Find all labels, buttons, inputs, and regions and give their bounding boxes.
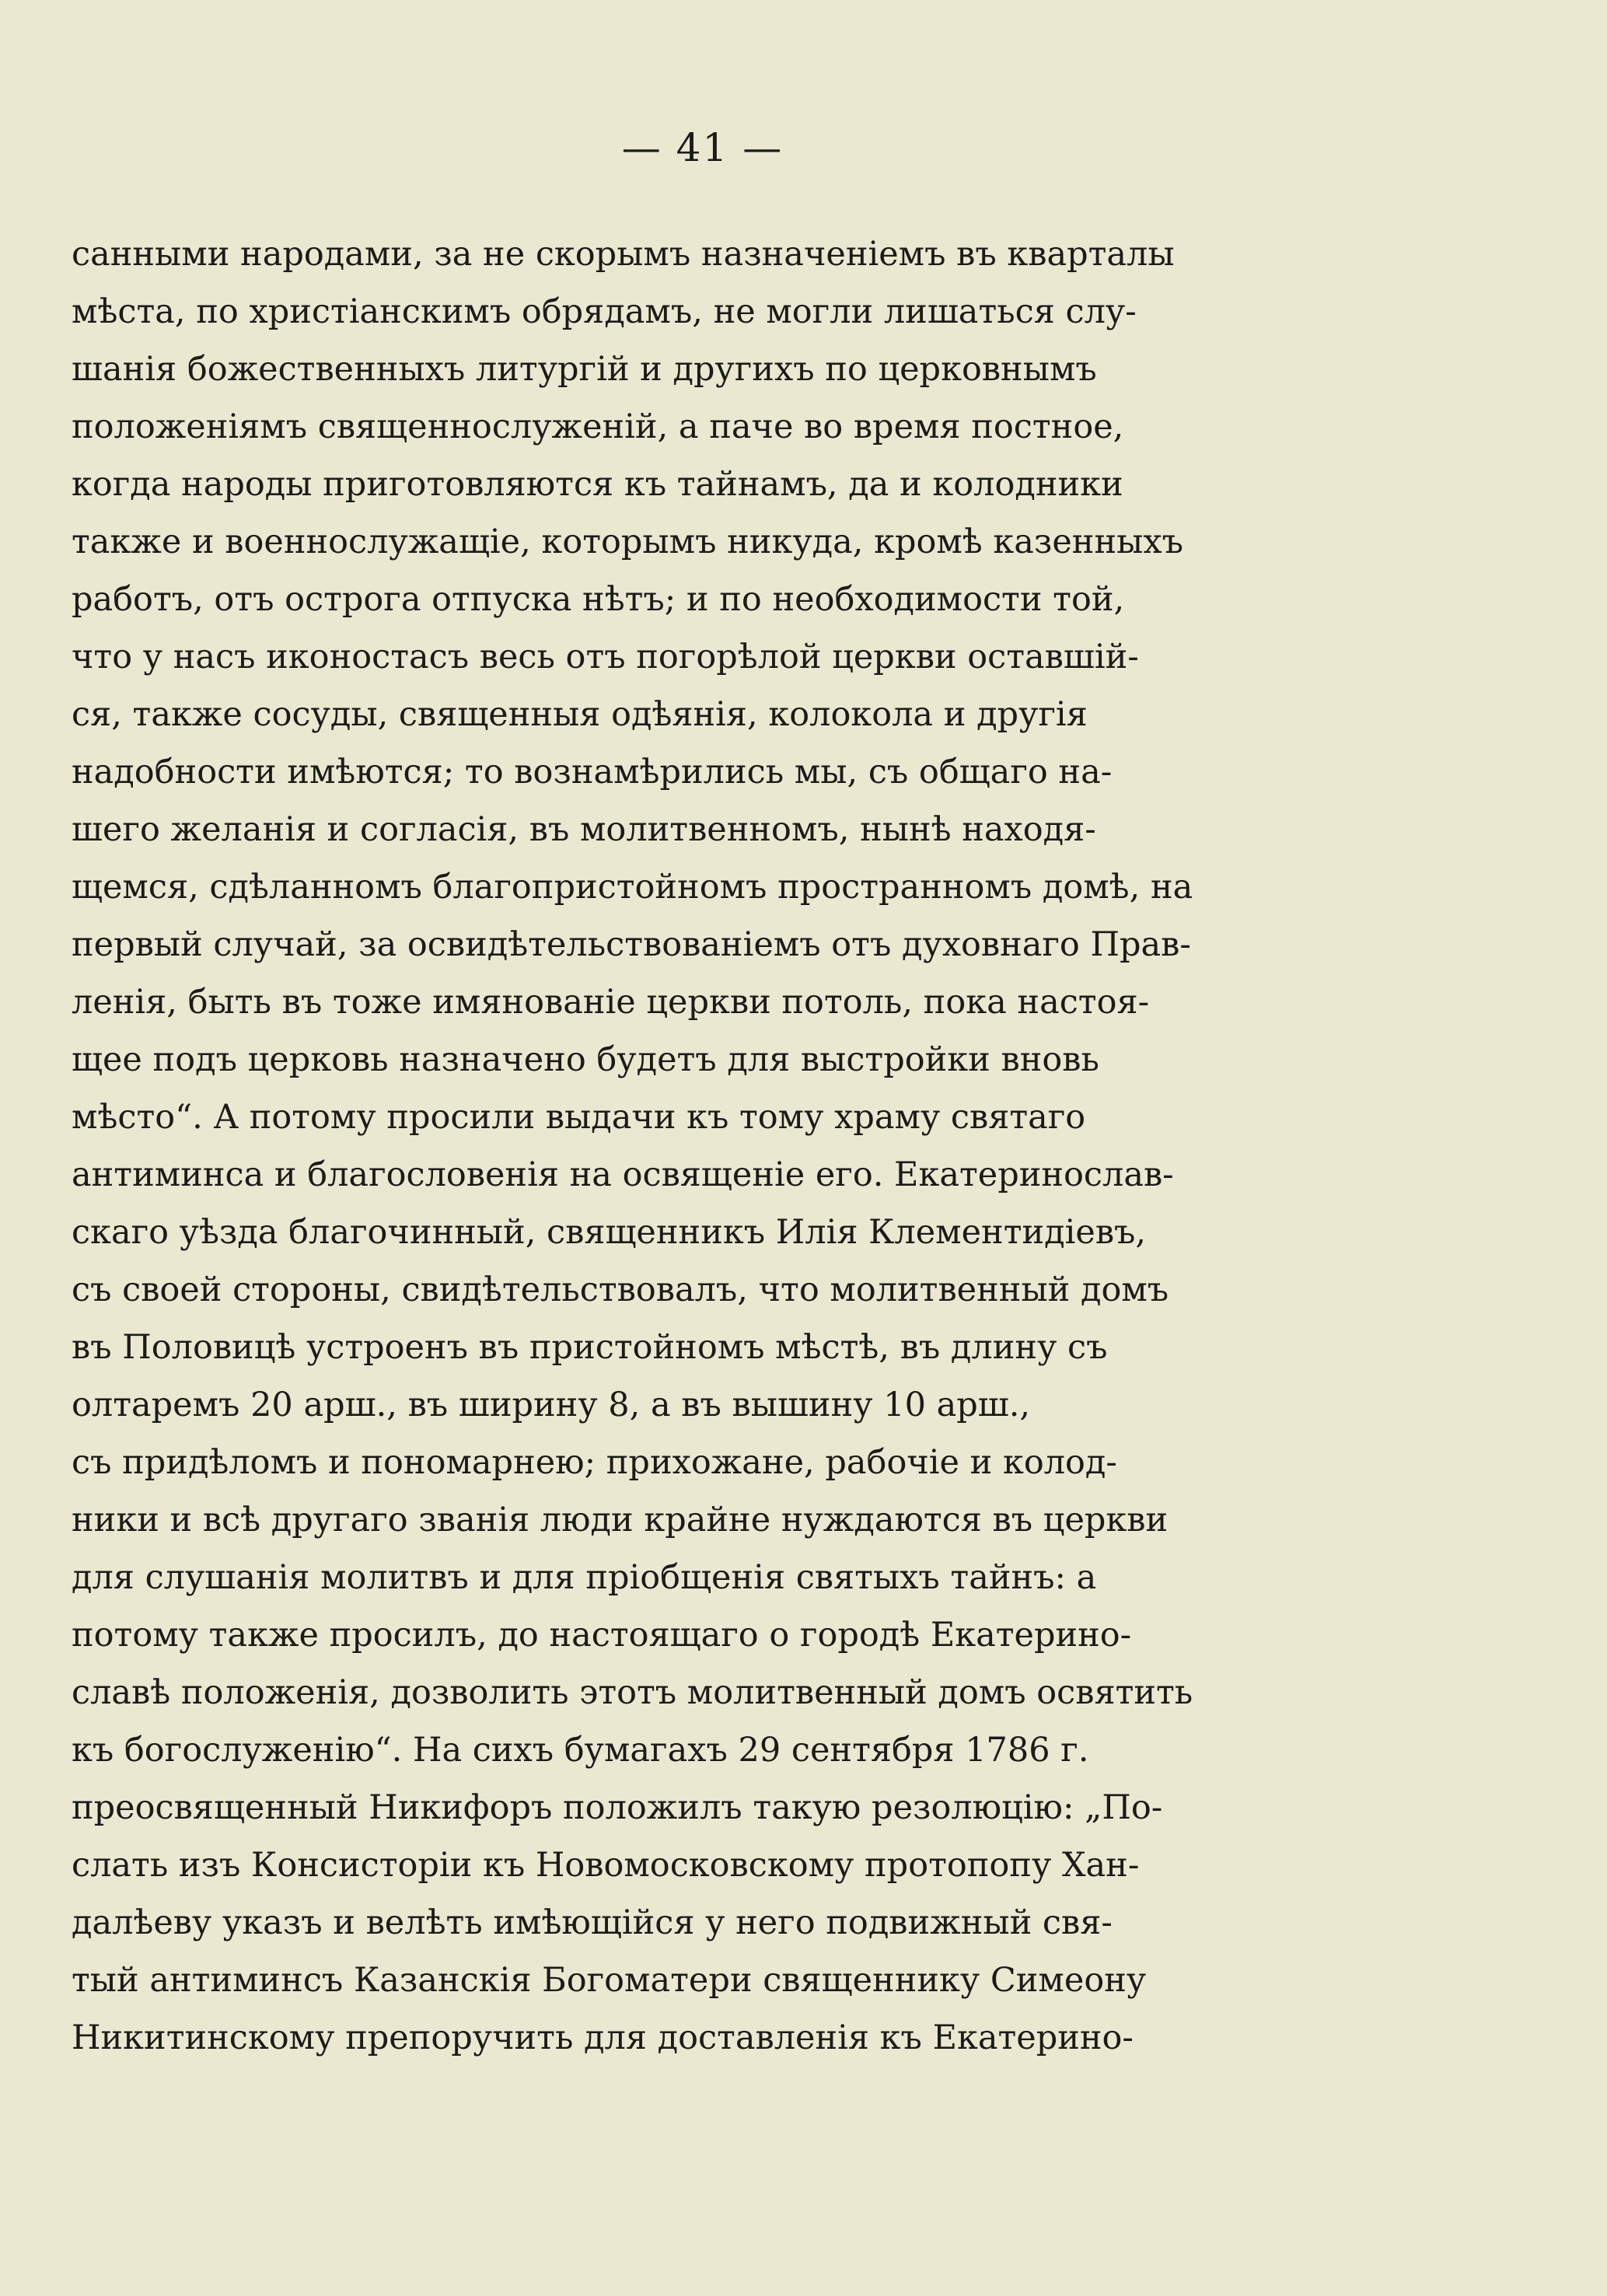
text-line: шанія божественныхъ литургій и другихъ по церковнымъ xyxy=(72,350,1097,389)
text-line: ся, также сосуды, священныя одѣянія, колокола и другія xyxy=(72,695,1088,734)
text-line: положеніямъ священнослуженій, а паче во время постное, xyxy=(72,407,1124,446)
text-line: потому также просилъ, до настоящаго о городѣ Екатерино- xyxy=(72,1616,1132,1655)
text-line: скаго уѣзда благочинный, священникъ Илія Клементидіевъ, xyxy=(72,1213,1147,1252)
text-line: санными народами, за не скорымъ назначеніемъ въ кварталы xyxy=(72,235,1175,274)
text-line: Никитинскому препоручить для доставленія къ Екатерино- xyxy=(72,2018,1134,2057)
text-line: что у насъ иконостасъ весь отъ погорѣлой церкви оставшій- xyxy=(72,638,1139,676)
text-line: къ богослуженію“. На сихъ бумагахъ 29 сентября 1786 г. xyxy=(72,1731,1089,1770)
text-line: преосвященный Никифоръ положилъ такую резолюцію: „По- xyxy=(72,1788,1163,1827)
text-line: работъ, отъ острога отпуска нѣтъ; и по необходимости той, xyxy=(72,580,1125,619)
text-line: мѣсто“. А потому просили выдачи къ тому храму святаго xyxy=(72,1098,1086,1137)
text-line: слать изъ Консисторіи къ Новомосковскому протопопу Хан- xyxy=(72,1846,1140,1885)
text-line: щее подъ церковь назначено будетъ для выстройки вновь xyxy=(72,1040,1099,1079)
text-line: первый случай, за освидѣтельствованіемъ отъ духовнаго Прав- xyxy=(72,925,1191,964)
text-line: тый антиминсъ Казанскія Богоматери священнику Симеону xyxy=(72,1961,1147,2000)
text-line: съ своей стороны, свидѣтельствовалъ, что молитвенный домъ xyxy=(72,1270,1169,1309)
text-line: надобности имѣются; то вознамѣрились мы, съ общаго на- xyxy=(72,753,1113,792)
body-text xyxy=(72,225,1333,2067)
text-line: съ придѣломъ и пономарнею; прихожане, рабочіе и колод- xyxy=(72,1443,1117,1482)
text-line: олтаремъ 20 арш., въ ширину 8, а въ вышину 10 арш., xyxy=(72,1386,1031,1424)
text-line: для слушанія молитвъ и для пріобщенія святыхъ тайнъ: а xyxy=(72,1558,1097,1597)
text-line: мѣста, по христіанскимъ обрядамъ, не могли лишаться слу- xyxy=(72,292,1137,331)
text-line: ники и всѣ другаго званія люди крайне нуждаются въ церкви xyxy=(72,1501,1169,1539)
text-line: ленія, быть въ тоже имянованіе церкви потоль, пока настоя- xyxy=(72,983,1150,1022)
text-line: щемся, сдѣланномъ благопристойномъ пространномъ домѣ, на xyxy=(72,868,1193,907)
text-line: славѣ положенія, дозволить этотъ молитвенный домъ освятить xyxy=(72,1673,1193,1712)
text-line: въ Половицѣ устроенъ въ пристойномъ мѣстѣ, въ длину съ xyxy=(72,1328,1108,1367)
text-line: шего желанія и согласія, въ молитвенномъ, нынѣ находя- xyxy=(72,810,1096,849)
page-number: — 41 — xyxy=(621,125,784,170)
text-line: далѣеву указъ и велѣть имѣющійся у него подвижный свя- xyxy=(72,1903,1113,1942)
text-line: также и военнослужащіе, которымъ никуда, кромѣ казенныхъ xyxy=(72,522,1183,561)
text-line: когда народы приготовляются къ тайнамъ, да и колодники xyxy=(72,465,1123,504)
text-line: антиминса и благословенія на освященіе его. Екатеринослав- xyxy=(72,1155,1174,1194)
